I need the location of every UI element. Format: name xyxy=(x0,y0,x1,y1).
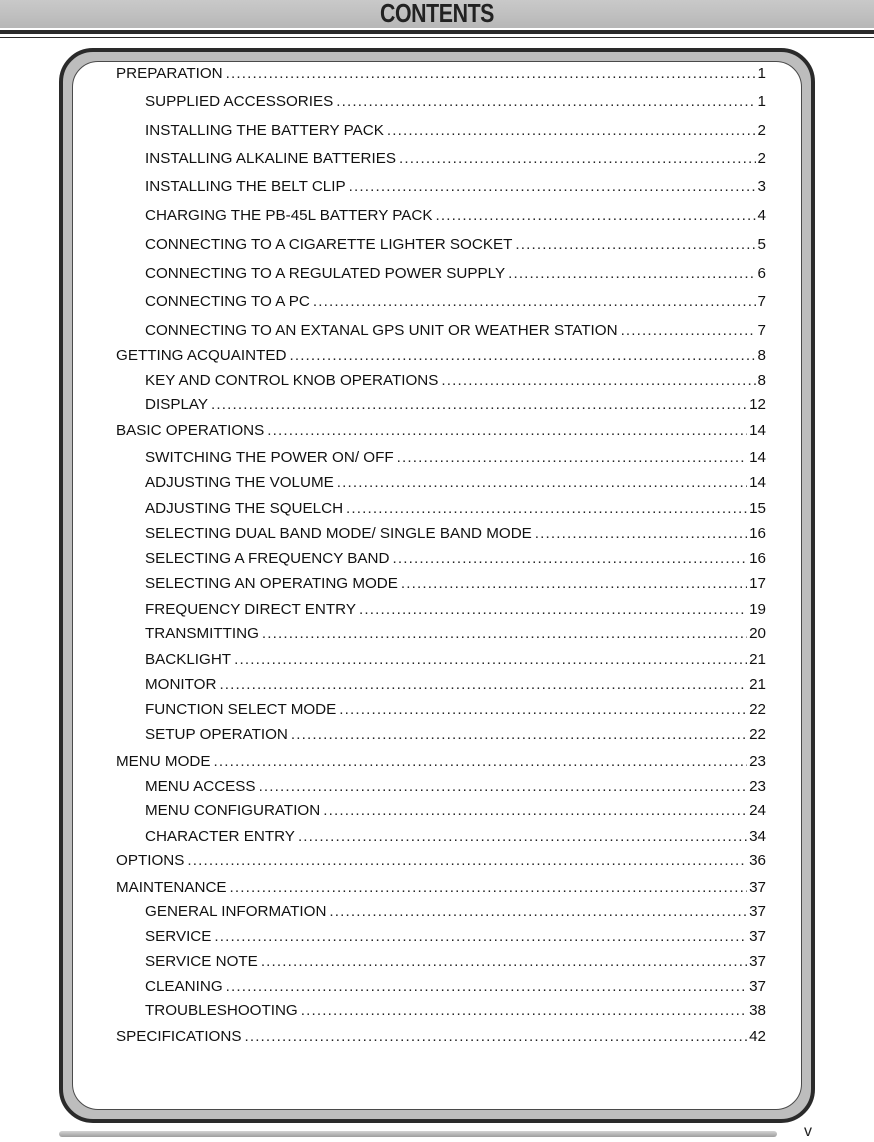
toc-entry-page: 1 xyxy=(757,65,766,82)
toc-entry-page: 37 xyxy=(749,978,766,995)
toc-leader-dots xyxy=(515,235,755,255)
toc-entry[interactable] xyxy=(145,395,766,415)
toc-entry-title: CLEANING xyxy=(145,978,223,995)
toc-entry-title: SERVICE NOTE xyxy=(145,953,258,970)
toc-entry-page: 5 xyxy=(757,236,766,253)
toc-entry-title: CONNECTING TO A PC xyxy=(145,293,310,310)
toc-entry[interactable] xyxy=(116,421,766,441)
toc-entry[interactable] xyxy=(145,952,766,972)
toc-entry-title: CHARACTER ENTRY xyxy=(145,828,295,845)
toc-leader-dots xyxy=(508,264,755,284)
toc-entry-page: 34 xyxy=(749,828,766,845)
toc-leader-dots xyxy=(219,675,747,695)
toc-leader-dots xyxy=(267,421,747,441)
toc-leader-dots xyxy=(337,473,747,493)
toc-entry-title: INSTALLING THE BATTERY PACK xyxy=(145,122,384,139)
toc-entry-page: 37 xyxy=(749,903,766,920)
toc-entry[interactable] xyxy=(145,473,766,493)
toc-entry-title: GENERAL INFORMATION xyxy=(145,903,327,920)
toc-leader-dots xyxy=(226,977,747,997)
toc-entry-title: MONITOR xyxy=(145,676,217,693)
toc-entry[interactable] xyxy=(145,149,766,169)
footer-bar xyxy=(59,1131,777,1137)
toc-entry-title: CONNECTING TO A REGULATED POWER SUPPLY xyxy=(145,265,506,282)
toc-entry[interactable] xyxy=(145,524,766,544)
toc-leader-dots xyxy=(259,777,748,797)
toc-leader-dots xyxy=(262,624,747,644)
toc-entry[interactable] xyxy=(145,700,766,720)
toc-entry-title: FUNCTION SELECT MODE xyxy=(145,701,337,718)
toc-entry-page: 23 xyxy=(749,753,766,770)
toc-leader-dots xyxy=(187,851,747,871)
toc-leader-dots xyxy=(339,700,747,720)
toc-leader-dots xyxy=(230,878,748,898)
toc-entry-page: 6 xyxy=(757,265,766,282)
toc-leader-dots xyxy=(226,64,756,84)
toc-entry-title: CONNECTING TO AN EXTANAL GPS UNIT OR WEATHER STATION xyxy=(145,322,618,339)
toc-entry[interactable] xyxy=(116,346,766,366)
toc-entry[interactable] xyxy=(145,600,766,620)
toc-leader-dots xyxy=(313,292,756,312)
toc-entry[interactable] xyxy=(145,235,766,255)
toc-entry-page: 19 xyxy=(749,601,766,618)
toc-entry-title: MENU CONFIGURATION xyxy=(145,802,321,819)
toc-leader-dots xyxy=(289,346,755,366)
toc-leader-dots xyxy=(329,902,747,922)
toc-entry-page: 16 xyxy=(749,550,766,567)
toc-entry-title: BACKLIGHT xyxy=(145,651,232,668)
toc-leader-dots xyxy=(346,499,747,519)
toc-entry-title: CHARGING THE PB-45L BATTERY PACK xyxy=(145,207,433,224)
toc-entry-title: MENU ACCESS xyxy=(145,778,256,795)
toc-entry[interactable] xyxy=(145,499,766,519)
toc-entry[interactable] xyxy=(145,177,766,197)
toc-entry-title: GETTING ACQUAINTED xyxy=(116,347,287,364)
toc-entry-title: TROUBLESHOOTING xyxy=(145,1002,298,1019)
toc-entry-page: 12 xyxy=(749,396,766,413)
toc-leader-dots xyxy=(336,92,755,112)
toc-entry-page: 2 xyxy=(757,122,766,139)
toc-leader-dots xyxy=(211,395,747,415)
toc-entry-page: 2 xyxy=(757,150,766,167)
toc-entry[interactable] xyxy=(116,1027,766,1047)
toc-entry[interactable] xyxy=(145,264,766,284)
toc-entry-page: 20 xyxy=(749,625,766,642)
toc-entry[interactable] xyxy=(145,321,766,341)
toc-entry-page: 23 xyxy=(749,778,766,795)
toc-leader-dots xyxy=(399,149,756,169)
toc-entry[interactable] xyxy=(145,206,766,226)
toc-entry-title: CONNECTING TO A CIGARETTE LIGHTER SOCKET xyxy=(145,236,513,253)
toc-entry-title: SWITCHING THE POWER ON/ OFF xyxy=(145,449,394,466)
toc-leader-dots xyxy=(621,321,756,341)
toc-leader-dots xyxy=(392,549,747,569)
toc-leader-dots xyxy=(436,206,756,226)
toc-entry-page: 17 xyxy=(749,575,766,592)
toc-entry-page: 21 xyxy=(749,676,766,693)
toc-entry-page: 38 xyxy=(749,1002,766,1019)
toc-entry-page: 14 xyxy=(749,449,766,466)
toc-entry-page: 37 xyxy=(749,953,766,970)
toc-entry-page: 37 xyxy=(749,928,766,945)
toc-entry-title: SELECTING A FREQUENCY BAND xyxy=(145,550,390,567)
toc-leader-dots xyxy=(244,1027,747,1047)
toc-entry-title: SELECTING AN OPERATING MODE xyxy=(145,575,398,592)
toc-leader-dots xyxy=(234,650,747,670)
toc-entry[interactable] xyxy=(145,725,766,745)
toc-entry-title: INSTALLING ALKALINE BATTERIES xyxy=(145,150,396,167)
toc-entry-page: 8 xyxy=(757,372,766,389)
toc-entry[interactable] xyxy=(145,448,766,468)
toc-leader-dots xyxy=(401,574,747,594)
header-rule-thick xyxy=(0,30,874,34)
toc-entry-title: DISPLAY xyxy=(145,396,209,413)
toc-leader-dots xyxy=(214,927,747,947)
toc-entry-title: KEY AND CONTROL KNOB OPERATIONS xyxy=(145,372,439,389)
toc-entry-title: FREQUENCY DIRECT ENTRY xyxy=(145,601,356,618)
toc-entry-title: PREPARATION xyxy=(116,65,223,82)
toc-leader-dots xyxy=(387,121,756,141)
toc-entry[interactable] xyxy=(145,801,766,821)
toc-entry-title: MAINTENANCE xyxy=(116,879,227,896)
toc-entry-page: 8 xyxy=(757,347,766,364)
toc-leader-dots xyxy=(349,177,756,197)
toc-entry[interactable] xyxy=(145,292,766,312)
toc-entry[interactable] xyxy=(116,878,766,898)
toc-leader-dots xyxy=(359,600,747,620)
toc-entry-page: 24 xyxy=(749,802,766,819)
toc-entry-title: SETUP OPERATION xyxy=(145,726,288,743)
toc-entry-page: 22 xyxy=(749,726,766,743)
toc-entry[interactable] xyxy=(145,92,766,112)
toc-entry-title: MENU MODE xyxy=(116,753,211,770)
toc-entry-page: 22 xyxy=(749,701,766,718)
toc-entry-page: 16 xyxy=(749,525,766,542)
header-rule-thin xyxy=(0,37,874,38)
toc-leader-dots xyxy=(323,801,747,821)
toc-entry-page: 4 xyxy=(757,207,766,224)
toc-entry-page: 15 xyxy=(749,500,766,517)
toc-leader-dots xyxy=(214,752,748,772)
page-number: v xyxy=(804,1123,812,1140)
toc-leader-dots xyxy=(301,1001,747,1021)
toc-entry[interactable] xyxy=(116,64,766,84)
toc-entry-page: 3 xyxy=(757,178,766,195)
toc-entry[interactable] xyxy=(145,675,766,695)
toc-entry-title: SELECTING DUAL BAND MODE/ SINGLE BAND MODE xyxy=(145,525,532,542)
toc-leader-dots xyxy=(291,725,747,745)
toc-entry[interactable] xyxy=(145,902,766,922)
toc-entry-title: ADJUSTING THE VOLUME xyxy=(145,474,334,491)
toc-entry-page: 7 xyxy=(757,322,766,339)
toc-leader-dots xyxy=(397,448,747,468)
toc-entry[interactable] xyxy=(145,927,766,947)
toc-leader-dots xyxy=(441,371,755,391)
toc-leader-dots xyxy=(535,524,747,544)
toc-entry[interactable] xyxy=(145,574,766,594)
toc-entry-page: 42 xyxy=(749,1028,766,1045)
toc-entry[interactable] xyxy=(145,121,766,141)
toc-entry-title: ADJUSTING THE SQUELCH xyxy=(145,500,344,517)
toc-entry[interactable] xyxy=(145,624,766,644)
toc-entry-page: 14 xyxy=(749,474,766,491)
toc-entry-page: 21 xyxy=(749,651,766,668)
toc-entry-title: BASIC OPERATIONS xyxy=(116,422,265,439)
toc-entry-title: SERVICE xyxy=(145,928,212,945)
toc-leader-dots xyxy=(298,827,747,847)
toc-entry-page: 14 xyxy=(749,422,766,439)
toc-entry-page: 1 xyxy=(757,93,766,110)
toc-entry[interactable] xyxy=(145,1001,766,1021)
toc-entry[interactable] xyxy=(145,777,766,797)
toc-entry-title: TRANSMITTING xyxy=(145,625,259,642)
toc-entry-page: 37 xyxy=(749,879,766,896)
toc-entry-title: SUPPLIED ACCESSORIES xyxy=(145,93,334,110)
toc-entry[interactable] xyxy=(116,752,766,772)
page-title: CONTENTS xyxy=(380,0,494,28)
toc-leader-dots xyxy=(261,952,747,972)
toc-entry[interactable] xyxy=(145,650,766,670)
toc-entry[interactable] xyxy=(116,851,766,871)
toc-entry-page: 7 xyxy=(757,293,766,310)
toc-entry-title: SPECIFICATIONS xyxy=(116,1028,242,1045)
toc-entry-page: 36 xyxy=(749,852,766,869)
toc-entry[interactable] xyxy=(145,977,766,997)
toc-entry[interactable] xyxy=(145,549,766,569)
toc-entry-title: INSTALLING THE BELT CLIP xyxy=(145,178,346,195)
toc-entry[interactable] xyxy=(145,827,766,847)
toc-entry-title: OPTIONS xyxy=(116,852,185,869)
toc-entry[interactable] xyxy=(145,371,766,391)
